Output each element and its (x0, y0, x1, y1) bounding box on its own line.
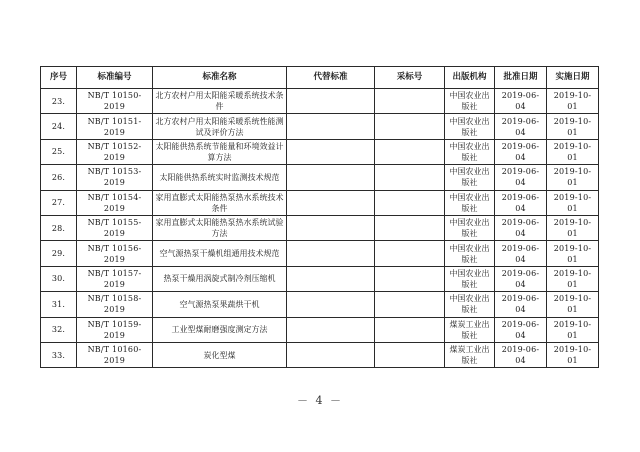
cell-name: 家用直膨式太阳能热泵热水系统试验方法 (153, 215, 287, 240)
cell-code: NB/T 10154-2019 (77, 190, 153, 215)
cell-seq: 30. (41, 266, 77, 291)
cell-adopt (375, 89, 445, 114)
table-row (41, 317, 599, 342)
header-replace: 代替标准 (287, 67, 375, 89)
cell-impl-date: 2019-10-01 (547, 266, 599, 291)
cell-replace (287, 266, 375, 291)
header-code: 标准编号 (77, 67, 153, 89)
cell-approve-date: 2019-06-04 (495, 89, 547, 114)
cell-approve-date: 2019-06-04 (495, 139, 547, 164)
cell-adopt (375, 139, 445, 164)
cell-approve-date: 2019-06-04 (495, 114, 547, 139)
cell-replace (287, 317, 375, 342)
cell-impl-date: 2019-10-01 (547, 215, 599, 240)
cell-name: 家用直膨式太阳能热泵热水系统技术条件 (153, 190, 287, 215)
table-row (41, 89, 599, 114)
table-row (41, 139, 599, 164)
cell-seq: 29. (41, 241, 77, 266)
cell-name: 热泵干燥用涡旋式制冷剂压缩机 (153, 266, 287, 291)
cell-code: NB/T 10156-2019 (77, 241, 153, 266)
cell-seq: 23. (41, 89, 77, 114)
header-impl-date: 实施日期 (547, 67, 599, 89)
cell-impl-date: 2019-10-01 (547, 114, 599, 139)
cell-publisher: 中国农业出版社 (445, 215, 495, 240)
cell-publisher: 煤炭工业出版社 (445, 342, 495, 367)
cell-seq: 31. (41, 292, 77, 317)
cell-name: 太阳能供热系统实时监测技术规范 (153, 165, 287, 190)
cell-replace (287, 165, 375, 190)
cell-code: NB/T 10158-2019 (77, 292, 153, 317)
header-name: 标准名称 (153, 67, 287, 89)
header-adopt: 采标号 (375, 67, 445, 89)
cell-impl-date: 2019-10-01 (547, 292, 599, 317)
table-row (41, 266, 599, 291)
cell-adopt (375, 114, 445, 139)
cell-seq: 24. (41, 114, 77, 139)
cell-adopt (375, 241, 445, 266)
cell-seq: 27. (41, 190, 77, 215)
cell-name: 炭化型煤 (153, 342, 287, 367)
cell-publisher: 中国农业出版社 (445, 139, 495, 164)
cell-approve-date: 2019-06-04 (495, 266, 547, 291)
cell-code: NB/T 10160-2019 (77, 342, 153, 367)
cell-name: 空气源热泵干燥机组通用技术规范 (153, 241, 287, 266)
cell-impl-date: 2019-10-01 (547, 165, 599, 190)
cell-seq: 25. (41, 139, 77, 164)
cell-replace (287, 342, 375, 367)
cell-impl-date: 2019-10-01 (547, 241, 599, 266)
cell-replace (287, 139, 375, 164)
cell-code: NB/T 10155-2019 (77, 215, 153, 240)
cell-adopt (375, 190, 445, 215)
cell-code: NB/T 10157-2019 (77, 266, 153, 291)
cell-approve-date: 2019-06-04 (495, 215, 547, 240)
cell-adopt (375, 165, 445, 190)
cell-code: NB/T 10153-2019 (77, 165, 153, 190)
page-number: － 4 － (297, 394, 343, 407)
table-row (41, 114, 599, 139)
table-row (41, 292, 599, 317)
table-row (41, 215, 599, 240)
cell-impl-date: 2019-10-01 (547, 342, 599, 367)
cell-seq: 33. (41, 342, 77, 367)
cell-approve-date: 2019-06-04 (495, 342, 547, 367)
cell-seq: 26. (41, 165, 77, 190)
cell-name: 工业型煤耐磨强度测定方法 (153, 317, 287, 342)
cell-adopt (375, 266, 445, 291)
cell-name: 北方农村户用太阳能采暖系统技术条件 (153, 89, 287, 114)
cell-replace (287, 114, 375, 139)
table-body (41, 89, 599, 368)
cell-replace (287, 215, 375, 240)
header-approve-date: 批准日期 (495, 67, 547, 89)
cell-name: 空气源热泵果蔬烘干机 (153, 292, 287, 317)
cell-seq: 32. (41, 317, 77, 342)
header-seq: 序号 (41, 67, 77, 89)
cell-replace (287, 292, 375, 317)
cell-publisher: 中国农业出版社 (445, 266, 495, 291)
cell-code: NB/T 10151-2019 (77, 114, 153, 139)
cell-adopt (375, 215, 445, 240)
cell-publisher: 中国农业出版社 (445, 241, 495, 266)
table-row (41, 165, 599, 190)
table-row (41, 241, 599, 266)
cell-seq: 28. (41, 215, 77, 240)
cell-publisher: 中国农业出版社 (445, 165, 495, 190)
cell-code: NB/T 10152-2019 (77, 139, 153, 164)
cell-code: NB/T 10159-2019 (77, 317, 153, 342)
cell-name: 北方农村户用太阳能采暖系统性能测试及评价方法 (153, 114, 287, 139)
table-row (41, 190, 599, 215)
cell-impl-date: 2019-10-01 (547, 139, 599, 164)
cell-impl-date: 2019-10-01 (547, 317, 599, 342)
cell-impl-date: 2019-10-01 (547, 89, 599, 114)
cell-publisher: 中国农业出版社 (445, 114, 495, 139)
cell-adopt (375, 292, 445, 317)
cell-impl-date: 2019-10-01 (547, 190, 599, 215)
cell-approve-date: 2019-06-04 (495, 292, 547, 317)
cell-code: NB/T 10150-2019 (77, 89, 153, 114)
cell-replace (287, 190, 375, 215)
table-header-row (41, 67, 599, 89)
cell-approve-date: 2019-06-04 (495, 165, 547, 190)
cell-publisher: 煤炭工业出版社 (445, 317, 495, 342)
cell-approve-date: 2019-06-04 (495, 190, 547, 215)
cell-adopt (375, 317, 445, 342)
cell-publisher: 中国农业出版社 (445, 89, 495, 114)
cell-replace (287, 89, 375, 114)
cell-adopt (375, 342, 445, 367)
cell-approve-date: 2019-06-04 (495, 241, 547, 266)
cell-name: 太阳能供热系统节能量和环境效益计算方法 (153, 139, 287, 164)
cell-publisher: 中国农业出版社 (445, 292, 495, 317)
header-publisher: 出版机构 (445, 67, 495, 89)
cell-publisher: 中国农业出版社 (445, 190, 495, 215)
cell-replace (287, 241, 375, 266)
standards-table (40, 66, 599, 368)
cell-approve-date: 2019-06-04 (495, 317, 547, 342)
table-row (41, 342, 599, 367)
